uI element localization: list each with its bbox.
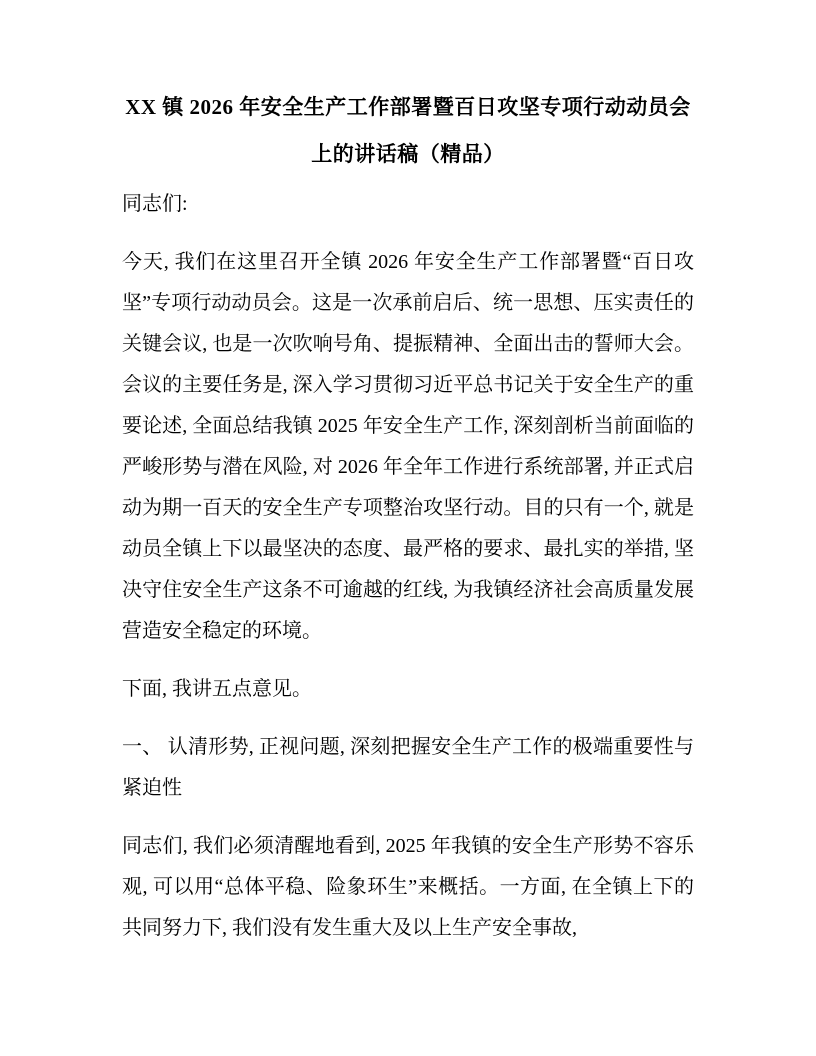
document-title: XX 镇 2026 年安全生产工作部署暨百日攻坚专项行动动员会上的讲话稿（精品） (125, 95, 691, 166)
paragraph-transition: 下面, 我讲五点意见。 (122, 678, 312, 700)
section-heading-1: 一、 认清形势, 正视问题, 深刻把握安全生产工作的极端重要性与紧迫性 (122, 736, 694, 799)
salutation: 同志们: (122, 193, 188, 215)
paragraph-opening: 今天, 我们在这里召开全镇 2026 年安全生产工作部署暨“百日攻坚”专项行动动员会。这是一次承前启后、统一思想、压实责任的关键会议, 也是一次吹响号角、提振精神、全面出击的誓师大会。会议的主要任务是, 深入学习贯彻习近平总书记关于安全生产的重要论述, 全面总结我镇 2025 年安全生产工作, 深刻剖析当前面临的严峻形势与潜在风险, 对 2026 年全年工作进行系统部署, 并正式启动为期一百天的安全生产专项整治攻坚行动。目的只有一个, 就是动员全镇上下以最坚决的态度、最严格的要求、最扎实的举措, 坚决守住安全生产这条不可逾越的红线, 为我镇经济社会高质量发展营造安全稳定的环境。 (122, 251, 694, 642)
paragraph-section1-body: 同志们, 我们必须清醒地看到, 2025 年我镇的安全生产形势不容乐观, 可以用“总体平稳、险象环生”来概括。一方面, 在全镇上下的共同努力下, 我们没有发生重大及以上生产安全事故, (122, 835, 694, 939)
